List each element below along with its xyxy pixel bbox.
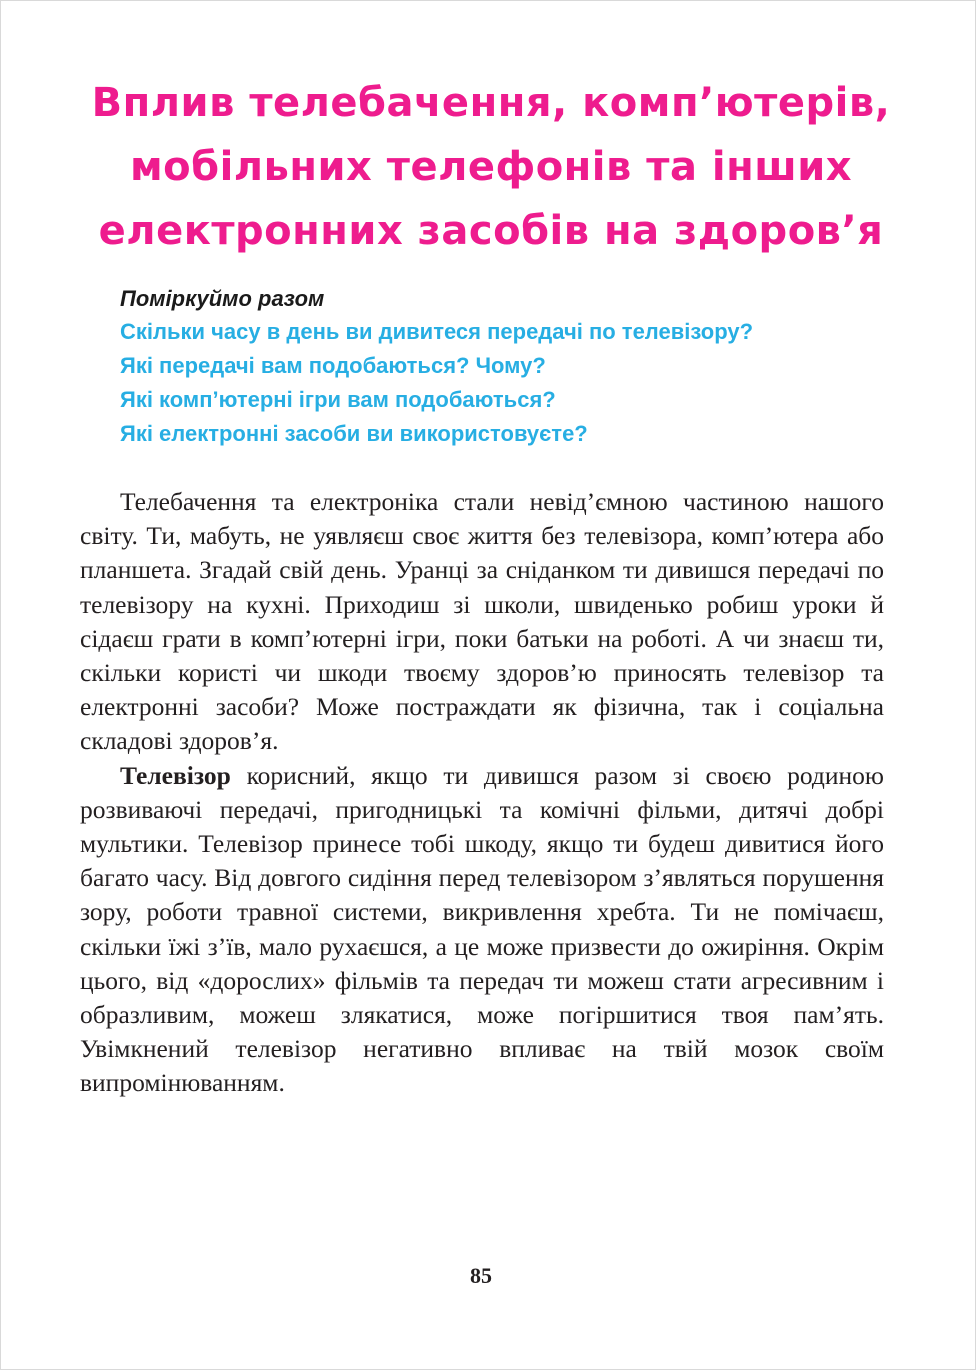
paragraph (80, 759, 884, 1101)
page-title-line-3: електронних засобів на здоров’я (98, 208, 884, 254)
paragraph: Телебачення та електроніка стали невід’ємною частиною нашого світу. Ти, мабуть, не уявляєш своє життя без телевізора, комп’ютера або планшета. Згадай свій день. Уранці за сніданком ти дивишся передачі по телевізору на кухні. Приходиш зі школи, швиденько робиш уроки й сідаєш грати в комп’ютерні ігри, поки батьки на роботі. А чи знаєш ти, скільки користі чи шкоди твоєму здоров’ю приносять телевізор та електронні засоби? Може постраждати як фізична, так і соціальна складові здоров’я. (80, 487, 884, 756)
page-title-line-1: Вплив телебачення, комп’ютерів, (91, 80, 891, 126)
paragraph-text: корисний, якщо ти дивишся разом зі своєю родиною розвиваючі передачі, пригодницькі та комічні фільми, дитячі добрі мультики. Телевізор принесе тобі шкоду, якщо ти будеш дивитися його багато часу. Від довгого сидіння перед телевізором з’являться порушення зору, роботи травної системи, викривлення хребта. Ти не помічаєш, скільки їжі з’їв, мало рухаєшся, а це може призвести до ожиріння. Окрім цього, від «дорослих» фільмів та передач ти можеш стати агресивним і образливим, можеш злякатися, може погіршитися твоя пам’ять. Увімкнений телевізор негативно впливає на твій мозок своїм випромінюванням. (80, 760, 884, 1098)
discussion-question: Скільки часу в день ви дивитеся передачі по телевізору? (120, 319, 754, 344)
discussion-block (120, 283, 900, 451)
body-text (80, 485, 884, 1101)
discussion-question: Які комп’ютерні ігри вам подобаються? (120, 387, 556, 412)
discussion-question: Які електронні засоби ви використовуєте? (120, 421, 588, 446)
page-title-line-2: мобільних телефонів та інших (129, 144, 853, 190)
page-number: 85 (470, 1263, 492, 1288)
discussion-question: Які передачі вам подобаються? Чому? (120, 353, 546, 378)
term-tv: Телевізор (120, 760, 231, 790)
page-title (91, 71, 891, 263)
discussion-heading: Поміркуймо разом (120, 286, 325, 311)
